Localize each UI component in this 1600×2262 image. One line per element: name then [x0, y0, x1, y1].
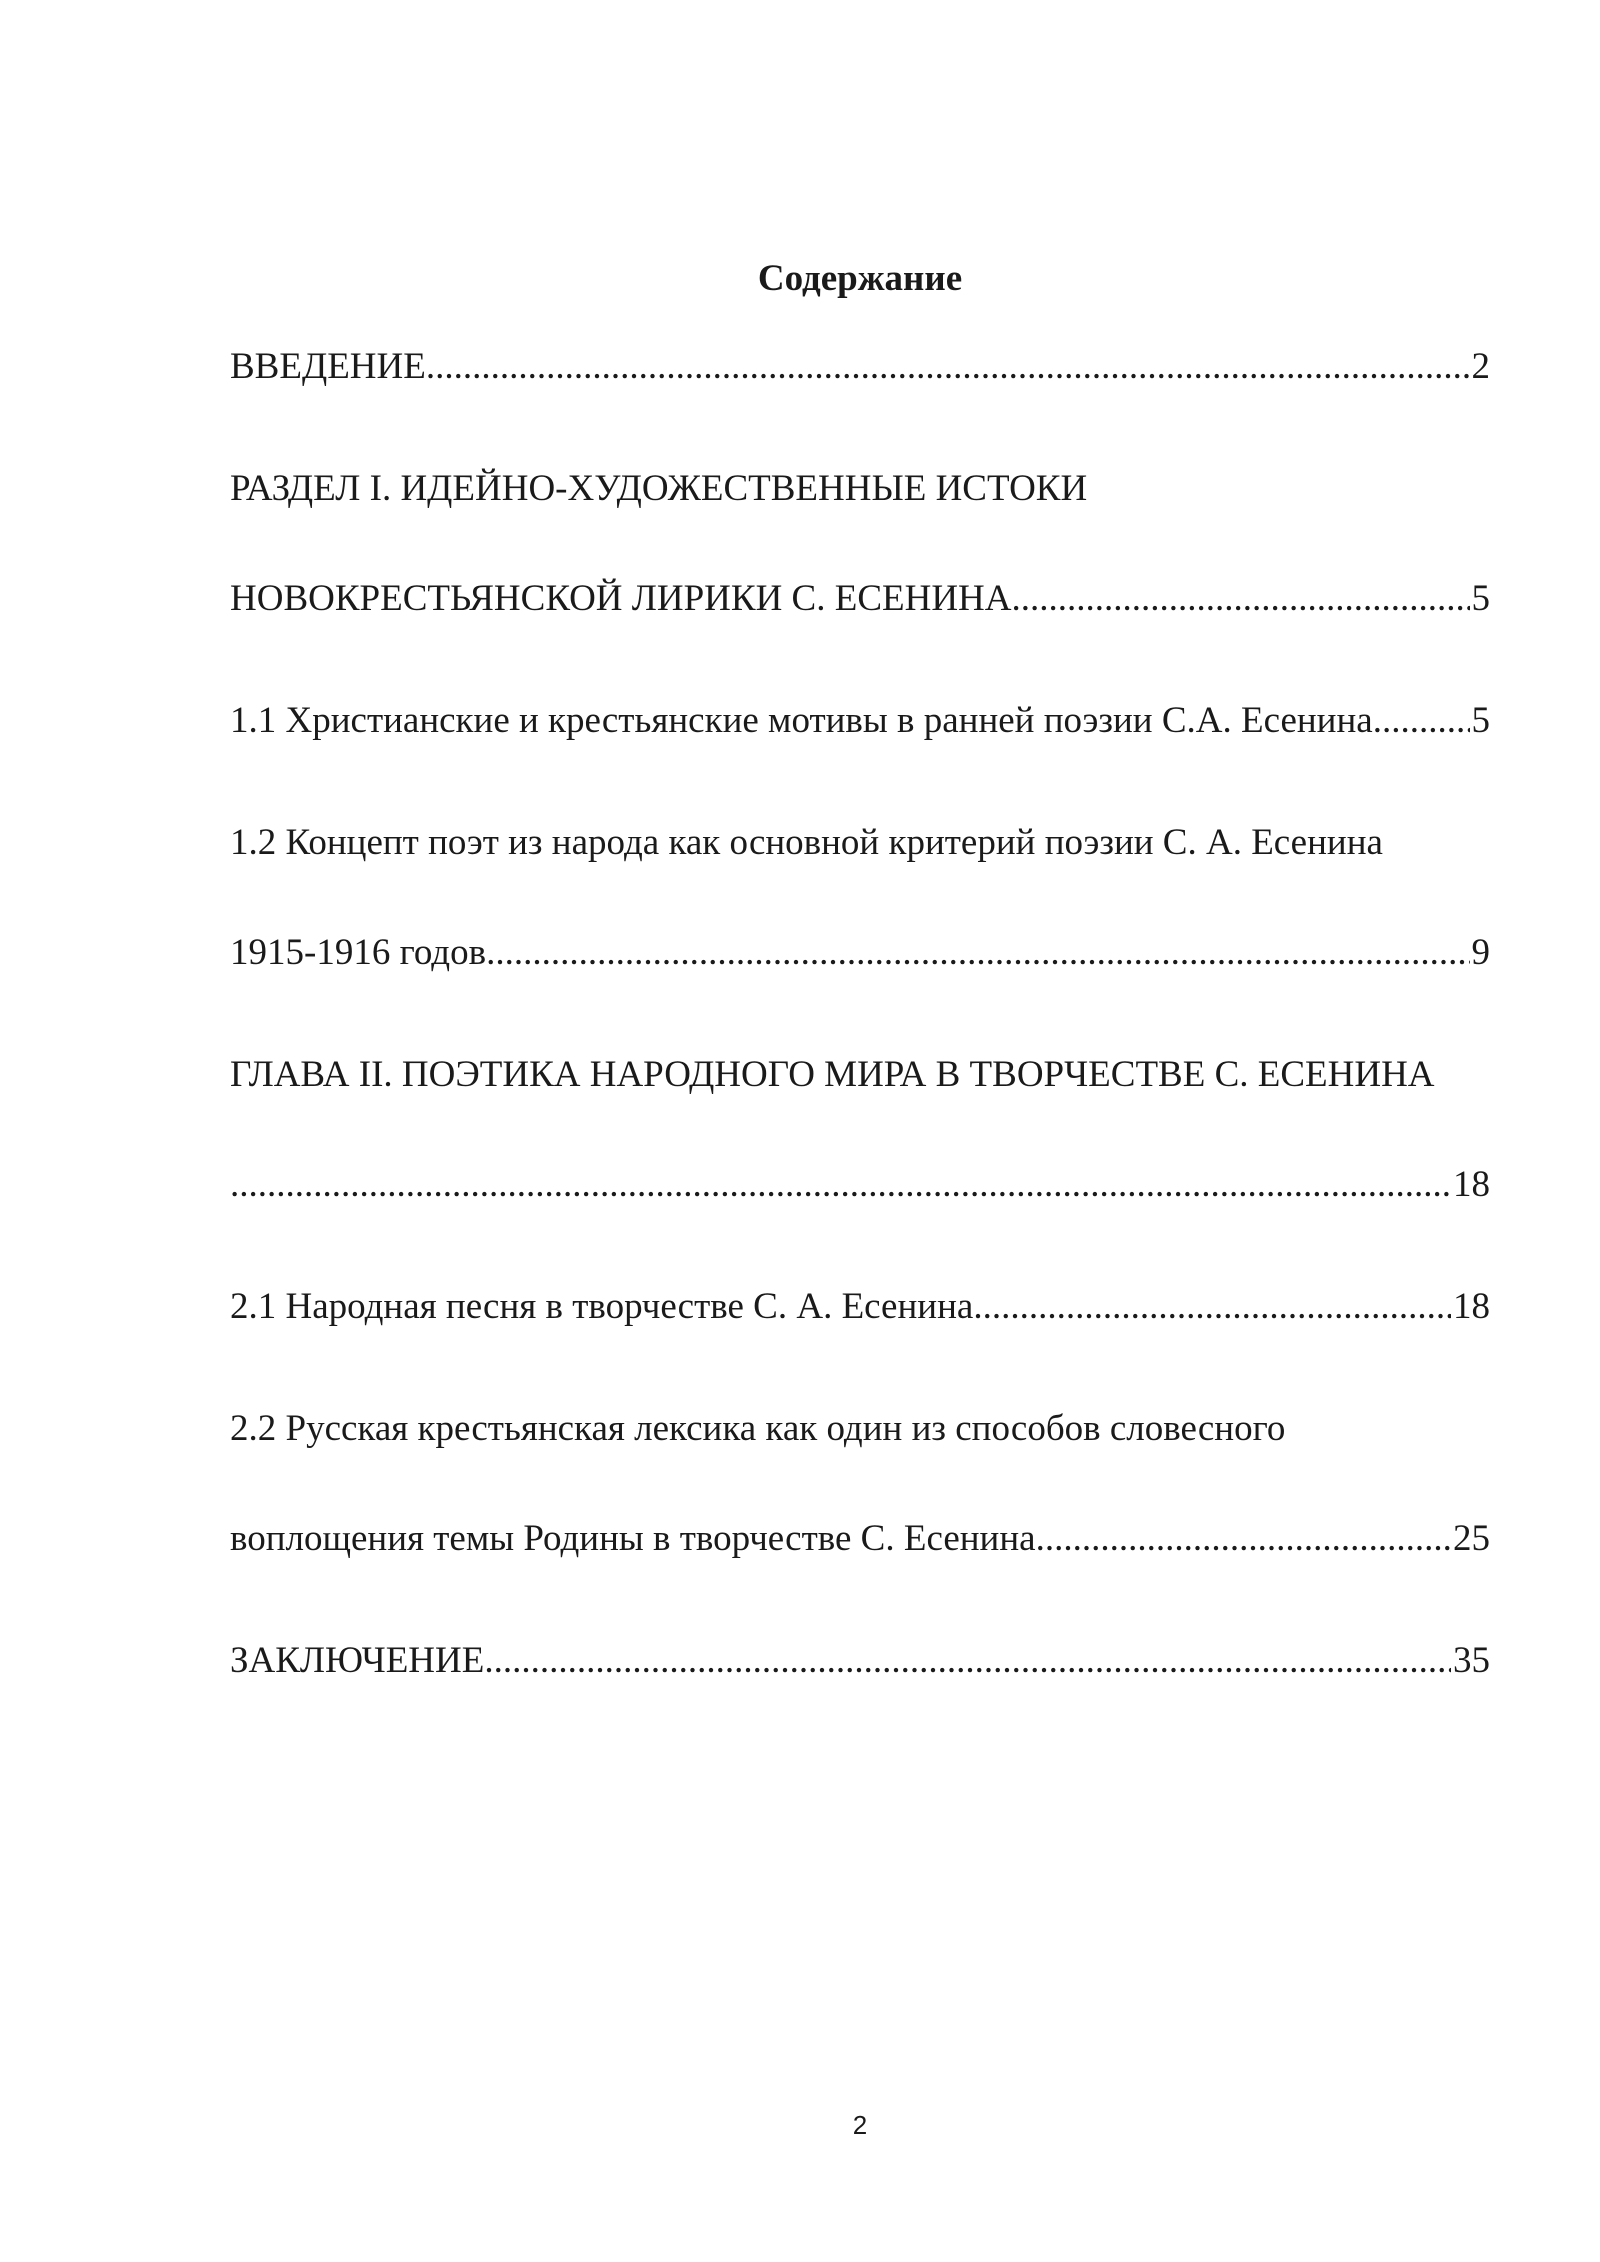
- toc-entry-conclusion[interactable]: [230, 1636, 1490, 1686]
- toc-entry-label: 1.1 Христианские и крестьянские мотивы в ранней поэзии С.А. Есенина: [230, 700, 1373, 741]
- toc-entry-chapter-2-line-1[interactable]: [230, 1050, 1490, 1100]
- toc-entry-section-1-line-2[interactable]: [230, 574, 1490, 624]
- toc-entry-label: ВВЕДЕНИЕ: [230, 346, 426, 387]
- toc-entry-label: 1915-1916 годов: [230, 932, 487, 973]
- toc-entry-section-1-line-1[interactable]: [230, 464, 1490, 514]
- toc-entry-label: 2.2 Русская крестьянская лексика как один из способов словесного: [230, 1408, 1286, 1449]
- toc-page-number: 2: [1471, 346, 1490, 387]
- toc-page-number: 5: [1471, 578, 1490, 619]
- toc-title: Содержание: [757, 258, 963, 299]
- toc-page-number: 25: [1453, 1518, 1490, 1559]
- toc-entry-2-2-line-1[interactable]: [230, 1404, 1490, 1454]
- toc-page-number: 9: [1471, 932, 1490, 973]
- toc-leader-dots: [484, 1636, 1451, 1686]
- toc-page-number: 35: [1453, 1640, 1490, 1681]
- toc-page-number: 5: [1471, 700, 1490, 741]
- toc-entry-1-1[interactable]: [230, 696, 1490, 746]
- toc-entry-chapter-2-line-2[interactable]: [230, 1160, 1490, 1210]
- toc-leader-dots: [1373, 696, 1470, 746]
- toc-entry-label: 2.1 Народная песня в творчестве С. А. Есенина: [230, 1286, 974, 1327]
- toc-leader-dots: [486, 928, 1469, 978]
- toc-leader-dots: [230, 1160, 1451, 1210]
- toc-page-number: 18: [1453, 1286, 1490, 1327]
- toc-leader-dots: [426, 342, 1470, 392]
- toc-entry-2-2-line-2[interactable]: [230, 1514, 1490, 1564]
- page-number-footer: 2: [852, 2110, 868, 2140]
- toc-entry-label: воплощения темы Родины в творчестве С. Есенина: [230, 1518, 1036, 1559]
- toc-page-number: 18: [1453, 1164, 1490, 1205]
- toc-entry-2-1[interactable]: [230, 1282, 1490, 1332]
- toc-entry-introduction[interactable]: [230, 342, 1490, 392]
- toc-leader-dots: [1011, 574, 1469, 624]
- toc-entry-label: ГЛАВА II. ПОЭТИКА НАРОДНОГО МИРА В ТВОРЧЕСТВЕ С. ЕСЕНИНА: [230, 1054, 1435, 1095]
- toc-entry-1-2-line-1[interactable]: [230, 818, 1490, 868]
- toc-entry-label: ЗАКЛЮЧЕНИЕ: [230, 1640, 485, 1681]
- toc-leader-dots: [973, 1282, 1451, 1332]
- toc-leader-dots: [1036, 1514, 1451, 1564]
- toc-entry-1-2-line-2[interactable]: [230, 928, 1490, 978]
- toc-entry-label: НОВОКРЕСТЬЯНСКОЙ ЛИРИКИ С. ЕСЕНИНА: [230, 578, 1012, 619]
- toc-entry-label: РАЗДЕЛ I. ИДЕЙНО-ХУДОЖЕСТВЕННЫЕ ИСТОКИ: [230, 468, 1088, 509]
- toc-entry-label: 1.2 Концепт поэт из народа как основной критерий поэзии С. А. Есенина: [230, 822, 1383, 863]
